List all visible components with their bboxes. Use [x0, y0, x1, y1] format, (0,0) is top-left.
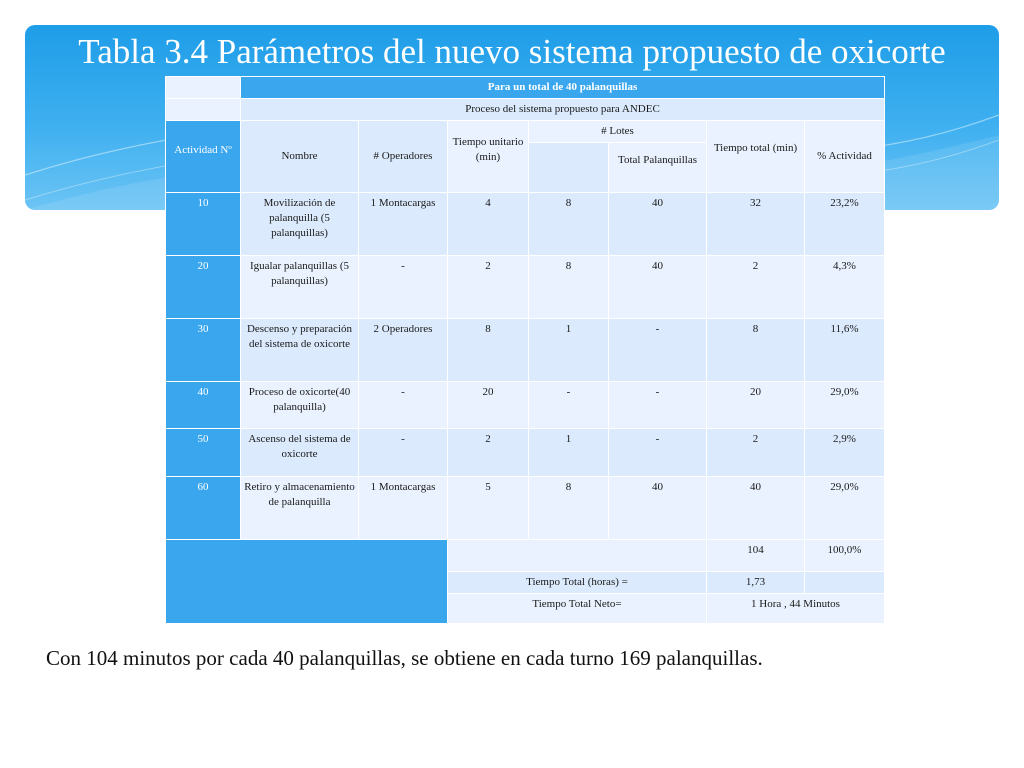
table-row: [166, 193, 885, 256]
cell-actividad: 30: [166, 319, 241, 382]
col-header-lotes: # Lotes: [529, 121, 707, 143]
table-header-row: [166, 77, 885, 99]
table-row: [166, 382, 885, 429]
cell-lotes: 8: [529, 256, 609, 319]
cell-tiempo-unitario: 8: [448, 319, 529, 382]
cell-tiempo-total: 40: [707, 477, 805, 540]
cell-tiempo-unitario: 2: [448, 256, 529, 319]
neto-value: 1 Hora , 44 Minutos: [707, 594, 885, 624]
table-row: [166, 477, 885, 540]
col-header-lotes-empty: [529, 143, 609, 193]
summary-row: [166, 540, 885, 572]
footnote-text: Con 104 minutos por cada 40 palanquillas, se obtiene en cada turno 169 palanquillas.: [46, 646, 763, 670]
parameters-table: [165, 76, 885, 624]
cell-actividad: 40: [166, 382, 241, 429]
cell-total-palanquillas: -: [609, 382, 707, 429]
cell-tiempo-unitario: 20: [448, 382, 529, 429]
col-header-total-palanquillas: Total Palanquillas: [609, 143, 707, 193]
cell-pct: 23,2%: [805, 193, 885, 256]
header-empty-cell: [166, 77, 241, 99]
sum-tiempo-total: 104: [707, 540, 805, 572]
cell-pct: 11,6%: [805, 319, 885, 382]
horas-value: 1,73: [707, 572, 805, 594]
cell-actividad: 20: [166, 256, 241, 319]
cell-operadores: -: [359, 429, 448, 477]
cell-actividad: 60: [166, 477, 241, 540]
cell-total-palanquillas: -: [609, 429, 707, 477]
cell-total-palanquillas: 40: [609, 477, 707, 540]
cell-nombre: Proceso de oxicorte(40 palanquilla): [241, 382, 359, 429]
cell-tiempo-total: 8: [707, 319, 805, 382]
cell-actividad: 10: [166, 193, 241, 256]
cell-tiempo-total: 2: [707, 256, 805, 319]
cell-tiempo-total: 20: [707, 382, 805, 429]
table-row: [166, 256, 885, 319]
col-header-nombre: Nombre: [241, 121, 359, 193]
cell-nombre: Retiro y almacenamiento de palanquilla: [241, 477, 359, 540]
sum-pct: 100,0%: [805, 540, 885, 572]
header-total-cell: Para un total de 40 palanquillas: [241, 77, 885, 99]
header-process-cell: Proceso del sistema propuesto para ANDEC: [241, 99, 885, 121]
col-header-tiempo-total: Tiempo total (min): [707, 121, 805, 193]
cell-operadores: 2 Operadores: [359, 319, 448, 382]
cell-tiempo-unitario: 4: [448, 193, 529, 256]
cell-lotes: 1: [529, 319, 609, 382]
cell-tiempo-total: 2: [707, 429, 805, 477]
header-empty-cell: [166, 99, 241, 121]
cell-lotes: -: [529, 382, 609, 429]
cell-operadores: 1 Montacargas: [359, 193, 448, 256]
horas-label: Tiempo Total (horas) =: [448, 572, 707, 594]
cell-total-palanquillas: 40: [609, 193, 707, 256]
col-header-operadores: # Operadores: [359, 121, 448, 193]
horas-empty: [805, 572, 885, 594]
col-header-actividad: Actividad Nº: [166, 121, 241, 193]
cell-total-palanquillas: 40: [609, 256, 707, 319]
cell-nombre: Igualar palanquillas (5 palanquillas): [241, 256, 359, 319]
page-title: Tabla 3.4 Parámetros del nuevo sistema propuesto de oxicorte: [78, 32, 946, 71]
cell-pct: 2,9%: [805, 429, 885, 477]
cell-operadores: 1 Montacargas: [359, 477, 448, 540]
cell-tiempo-unitario: 5: [448, 477, 529, 540]
cell-tiempo-total: 32: [707, 193, 805, 256]
cell-lotes: 8: [529, 193, 609, 256]
cell-operadores: -: [359, 256, 448, 319]
cell-tiempo-unitario: 2: [448, 429, 529, 477]
table-row: [166, 429, 885, 477]
cell-pct: 29,0%: [805, 382, 885, 429]
table-row: [166, 319, 885, 382]
cell-lotes: 1: [529, 429, 609, 477]
table-header-row: [166, 121, 885, 143]
table-header-row: [166, 99, 885, 121]
cell-nombre: Descenso y preparación del sistema de oxicorte: [241, 319, 359, 382]
cell-nombre: Ascenso del sistema de oxicorte: [241, 429, 359, 477]
col-header-pct-actividad: % Actividad: [805, 121, 885, 193]
cell-lotes: 8: [529, 477, 609, 540]
col-header-tiempo-unitario: Tiempo unitario (min): [448, 121, 529, 193]
summary-blank-block: [166, 540, 448, 624]
cell-nombre: Movilización de palanquilla (5 palanquillas): [241, 193, 359, 256]
cell-total-palanquillas: -: [609, 319, 707, 382]
summary-blank-cell: [448, 540, 707, 572]
cell-actividad: 50: [166, 429, 241, 477]
cell-operadores: -: [359, 382, 448, 429]
neto-label: Tiempo Total Neto=: [448, 594, 707, 624]
cell-pct: 29,0%: [805, 477, 885, 540]
cell-pct: 4,3%: [805, 256, 885, 319]
